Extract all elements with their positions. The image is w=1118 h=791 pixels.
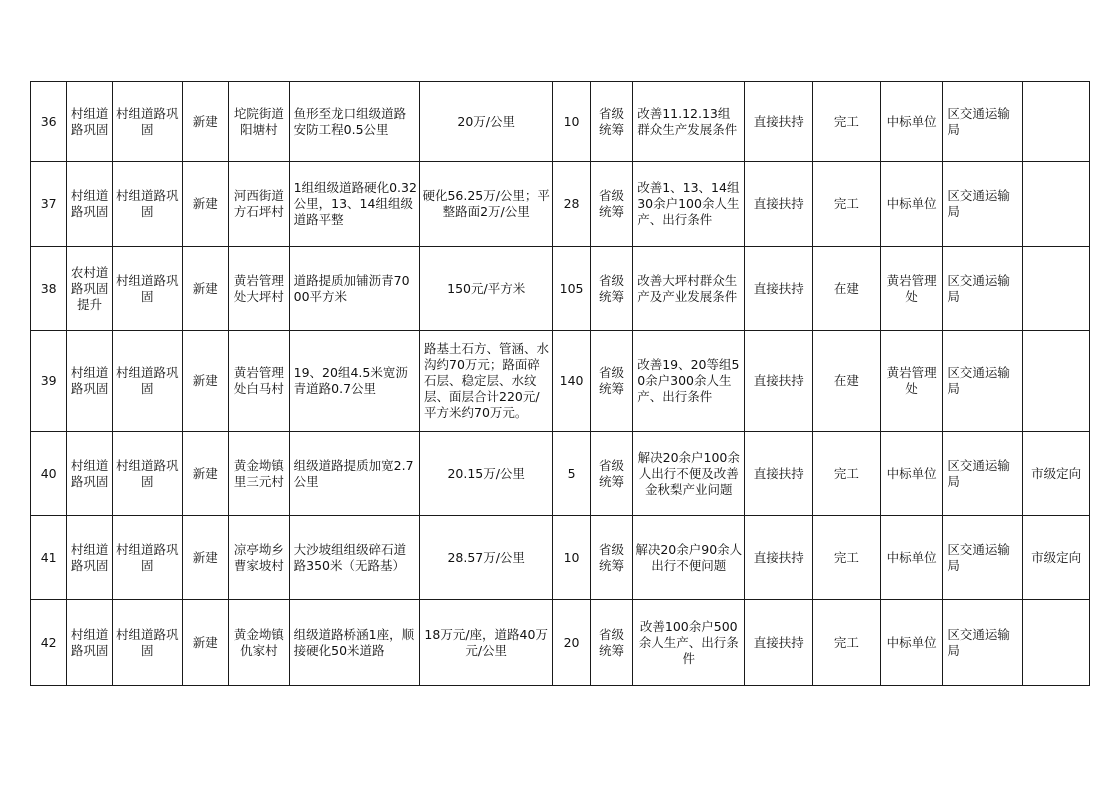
construction-content: 组级道路桥涵1座，顺接硬化50米道路	[289, 600, 419, 686]
implementing-unit: 中标单位	[880, 600, 943, 686]
subsidy-standard: 28.57万/公里	[420, 516, 553, 600]
construction-nature: 新建	[182, 82, 228, 162]
project-subcategory: 村组道路巩固	[112, 247, 182, 331]
benefit-description: 改善11.12.13组群众生产发展条件	[633, 82, 745, 162]
project-category: 农村道路巩固提升	[67, 247, 112, 331]
project-location: 黄金坳镇仇家村	[229, 600, 290, 686]
remark	[1023, 162, 1090, 247]
project-category: 村组道路巩固	[67, 432, 112, 516]
construction-content: 1组组级道路硬化0.32公里，13、14组组级道路平整	[289, 162, 419, 247]
row-number: 37	[31, 162, 67, 247]
supervising-unit: 区交通运输局	[943, 82, 1023, 162]
table-row	[31, 600, 1090, 686]
table-row	[31, 516, 1090, 600]
supervising-unit: 区交通运输局	[943, 600, 1023, 686]
fund-source: 省级统筹	[590, 162, 632, 247]
project-subcategory: 村组道路巩固	[112, 82, 182, 162]
table-row	[31, 331, 1090, 432]
project-status: 在建	[813, 247, 881, 331]
project-location: 黄岩管理处大坪村	[229, 247, 290, 331]
fund-source: 省级统筹	[590, 247, 632, 331]
fund-amount: 140	[553, 331, 590, 432]
subsidy-standard: 硬化56.25万/公里；平整路面2万/公里	[420, 162, 553, 247]
fund-source: 省级统筹	[590, 432, 632, 516]
remark	[1023, 331, 1090, 432]
supervising-unit: 区交通运输局	[943, 516, 1023, 600]
table-row	[31, 162, 1090, 247]
project-subcategory: 村组道路巩固	[112, 516, 182, 600]
project-location: 凉亭坳乡曹家坡村	[229, 516, 290, 600]
remark	[1023, 82, 1090, 162]
remark	[1023, 600, 1090, 686]
fund-amount: 105	[553, 247, 590, 331]
implementing-unit: 中标单位	[880, 516, 943, 600]
construction-nature: 新建	[182, 162, 228, 247]
project-status: 在建	[813, 331, 881, 432]
support-method: 直接扶持	[745, 247, 813, 331]
project-location: 河西街道方石坪村	[229, 162, 290, 247]
subsidy-standard: 路基土石方、管涵、水沟约70万元；路面碎石层、稳定层、水纹层、面层合计220元/平方米约70万元。	[420, 331, 553, 432]
project-category: 村组道路巩固	[67, 516, 112, 600]
fund-source: 省级统筹	[590, 331, 632, 432]
row-number: 40	[31, 432, 67, 516]
project-category: 村组道路巩固	[67, 82, 112, 162]
supervising-unit: 区交通运输局	[943, 432, 1023, 516]
table-row	[31, 432, 1090, 516]
fund-amount: 10	[553, 82, 590, 162]
support-method: 直接扶持	[745, 162, 813, 247]
benefit-description: 解决20余户100余人出行不便及改善金秋梨产业问题	[633, 432, 745, 516]
project-status: 完工	[813, 600, 881, 686]
benefit-description: 改善100余户500余人生产、出行条件	[633, 600, 745, 686]
subsidy-standard: 20万/公里	[420, 82, 553, 162]
construction-nature: 新建	[182, 331, 228, 432]
project-category: 村组道路巩固	[67, 331, 112, 432]
support-method: 直接扶持	[745, 600, 813, 686]
project-location: 坨院街道阳塘村	[229, 82, 290, 162]
table-body	[31, 82, 1090, 686]
row-number: 38	[31, 247, 67, 331]
project-location: 黄金坳镇里三元村	[229, 432, 290, 516]
benefit-description: 改善19、20等组50余户300余人生产、出行条件	[633, 331, 745, 432]
remark: 市级定向	[1023, 516, 1090, 600]
support-method: 直接扶持	[745, 432, 813, 516]
row-number: 41	[31, 516, 67, 600]
implementing-unit: 中标单位	[880, 82, 943, 162]
project-category: 村组道路巩固	[67, 600, 112, 686]
construction-content: 组级道路提质加宽2.7公里	[289, 432, 419, 516]
benefit-description: 解决20余户90余人出行不便问题	[633, 516, 745, 600]
supervising-unit: 区交通运输局	[943, 247, 1023, 331]
subsidy-standard: 20.15万/公里	[420, 432, 553, 516]
project-table	[30, 81, 1090, 686]
project-subcategory: 村组道路巩固	[112, 162, 182, 247]
fund-amount: 5	[553, 432, 590, 516]
project-subcategory: 村组道路巩固	[112, 331, 182, 432]
fund-amount: 20	[553, 600, 590, 686]
project-subcategory: 村组道路巩固	[112, 432, 182, 516]
project-status: 完工	[813, 162, 881, 247]
construction-nature: 新建	[182, 516, 228, 600]
implementing-unit: 中标单位	[880, 162, 943, 247]
construction-nature: 新建	[182, 432, 228, 516]
project-status: 完工	[813, 432, 881, 516]
project-location: 黄岩管理处白马村	[229, 331, 290, 432]
construction-content: 道路提质加铺沥青7000平方米	[289, 247, 419, 331]
support-method: 直接扶持	[745, 516, 813, 600]
project-subcategory: 村组道路巩固	[112, 600, 182, 686]
construction-content: 19、20组4.5米宽沥青道路0.7公里	[289, 331, 419, 432]
project-status: 完工	[813, 82, 881, 162]
fund-amount: 10	[553, 516, 590, 600]
remark	[1023, 247, 1090, 331]
benefit-description: 改善1、13、14组30余户100余人生产、出行条件	[633, 162, 745, 247]
row-number: 36	[31, 82, 67, 162]
table-row	[31, 82, 1090, 162]
fund-source: 省级统筹	[590, 516, 632, 600]
supervising-unit: 区交通运输局	[943, 162, 1023, 247]
benefit-description: 改善大坪村群众生产及产业发展条件	[633, 247, 745, 331]
subsidy-standard: 150元/平方米	[420, 247, 553, 331]
subsidy-standard: 18万元/座，道路40万元/公里	[420, 600, 553, 686]
support-method: 直接扶持	[745, 82, 813, 162]
construction-content: 鱼形至龙口组级道路安防工程0.5公里	[289, 82, 419, 162]
construction-content: 大沙坡组组级碎石道路350米（无路基）	[289, 516, 419, 600]
construction-nature: 新建	[182, 600, 228, 686]
implementing-unit: 中标单位	[880, 432, 943, 516]
fund-source: 省级统筹	[590, 600, 632, 686]
row-number: 42	[31, 600, 67, 686]
supervising-unit: 区交通运输局	[943, 331, 1023, 432]
project-category: 村组道路巩固	[67, 162, 112, 247]
project-status: 完工	[813, 516, 881, 600]
implementing-unit: 黄岩管理处	[880, 247, 943, 331]
remark: 市级定向	[1023, 432, 1090, 516]
table-row	[31, 247, 1090, 331]
construction-nature: 新建	[182, 247, 228, 331]
support-method: 直接扶持	[745, 331, 813, 432]
fund-amount: 28	[553, 162, 590, 247]
fund-source: 省级统筹	[590, 82, 632, 162]
implementing-unit: 黄岩管理处	[880, 331, 943, 432]
row-number: 39	[31, 331, 67, 432]
